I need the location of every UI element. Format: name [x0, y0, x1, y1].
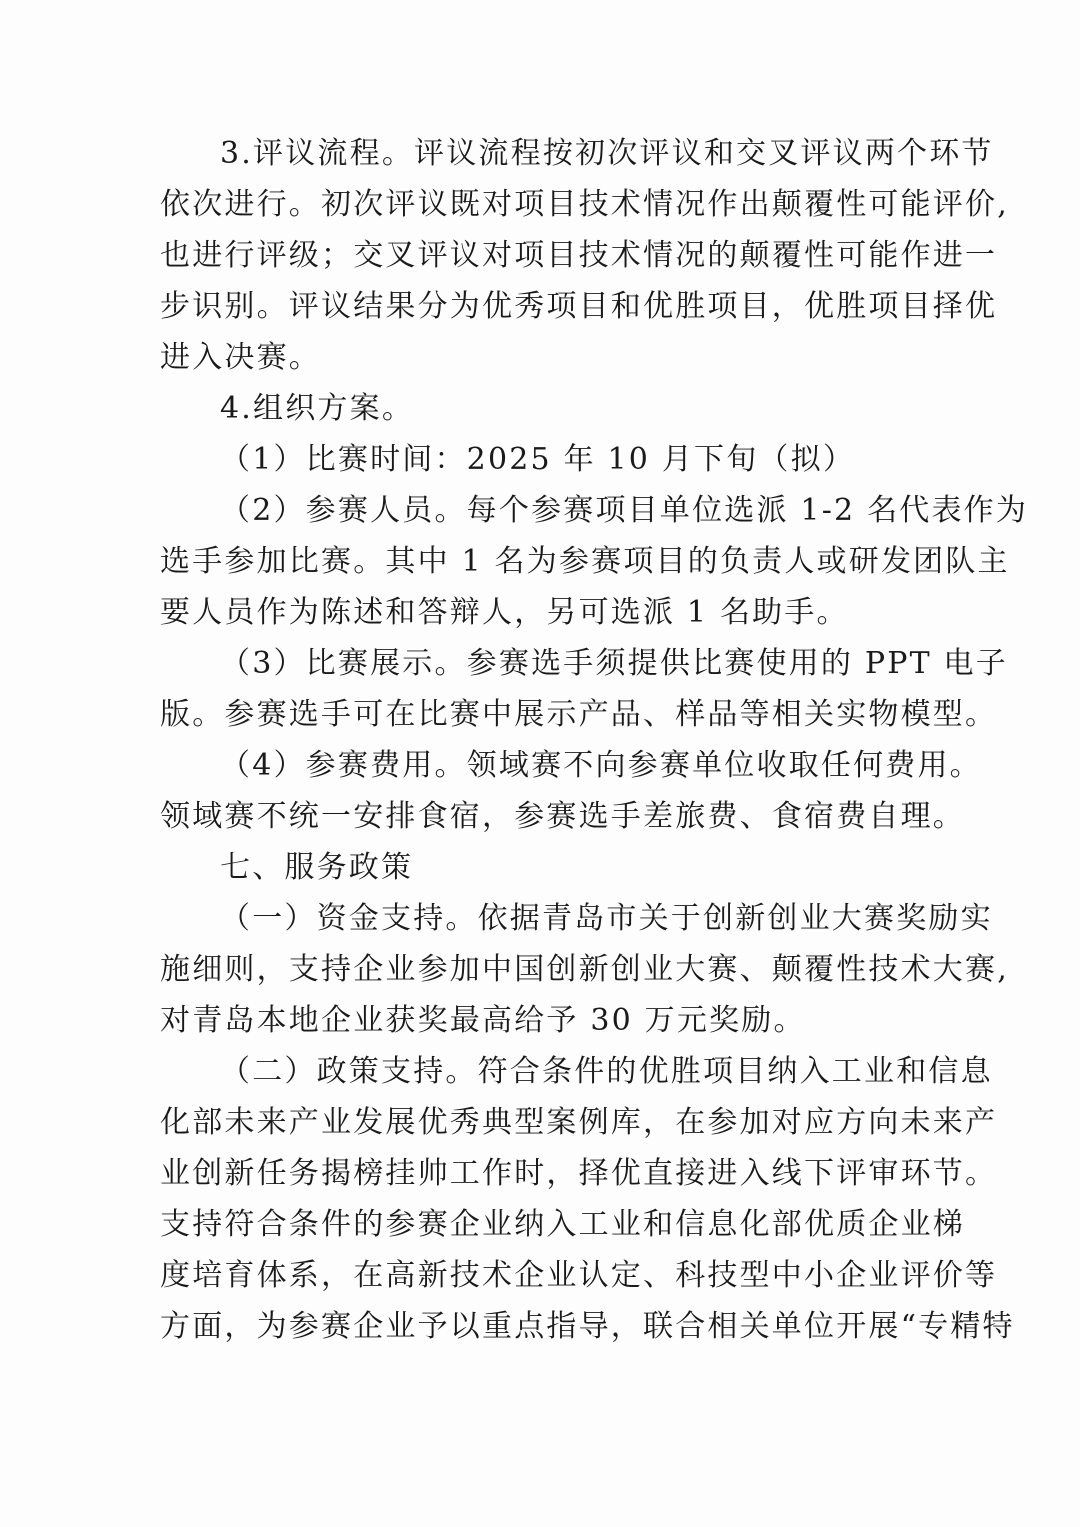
text-line: 4.组织方案。 [220, 391, 415, 426]
text-line: （2）参赛人员。每个参赛项目单位选派 1-2 名代表作为 [220, 493, 1029, 528]
text-line: 选手参加比赛。其中 1 名为参赛项目的负责人或研发团队主 [160, 544, 1010, 579]
text-line: （4）参赛费用。领域赛不向参赛单位收取任何费用。 [220, 748, 982, 783]
text-line: （1）比赛时间：2025 年 10 月下旬（拟） [220, 442, 856, 477]
document-body [160, 128, 1029, 1352]
text-line: 依次进行。初次评议既对项目技术情况作出颠覆性可能评价, [160, 187, 1009, 222]
text-line: （3）比赛展示。参赛选手须提供比赛使用的 PPT 电子 [220, 646, 1008, 681]
text-line: 施细则，支持企业参加中国创新创业大赛、颠覆性技术大赛, [160, 952, 1009, 987]
text-line: 步识别。评议结果分为优秀项目和优胜项目，优胜项目择优 [160, 289, 998, 324]
text-line: 要人员作为陈述和答辩人，另可选派 1 名助手。 [160, 595, 849, 630]
section-heading: 七、服务政策 [220, 850, 414, 885]
text-line: 化部未来产业发展优秀典型案例库，在参加对应方向未来产 [160, 1105, 998, 1140]
text-line: 对青岛本地企业获奖最高给予 30 万元奖励。 [160, 1003, 806, 1038]
text-line: 支持符合条件的参赛企业纳入工业和信息化部优质企业梯 [160, 1207, 965, 1242]
text-line: 3.评议流程。评议流程按初次评议和交叉评议两个环节 [220, 136, 994, 171]
text-line: 也进行评级；交叉评议对项目技术情况的颠覆性可能作进一 [160, 238, 998, 273]
text-line: （二）政策支持。符合条件的优胜项目纳入工业和信息 [220, 1054, 993, 1089]
text-line: 度培育体系，在高新技术企业认定、科技型中小企业评价等 [160, 1258, 998, 1293]
text-line: 进入决赛。 [160, 340, 321, 375]
text-line: （一）资金支持。依据青岛市关于创新创业大赛奖励实 [220, 901, 993, 936]
text-line: 领域赛不统一安排食宿，参赛选手差旅费、食宿费自理。 [160, 799, 965, 834]
text-line: 业创新任务揭榜挂帅工作时，择优直接进入线下评审环节。 [160, 1156, 998, 1191]
text-line: 版。参赛选手可在比赛中展示产品、样品等相关实物模型。 [160, 697, 998, 732]
text-line: 方面，为参赛企业予以重点指导，联合相关单位开展“专精特 [160, 1309, 1015, 1344]
